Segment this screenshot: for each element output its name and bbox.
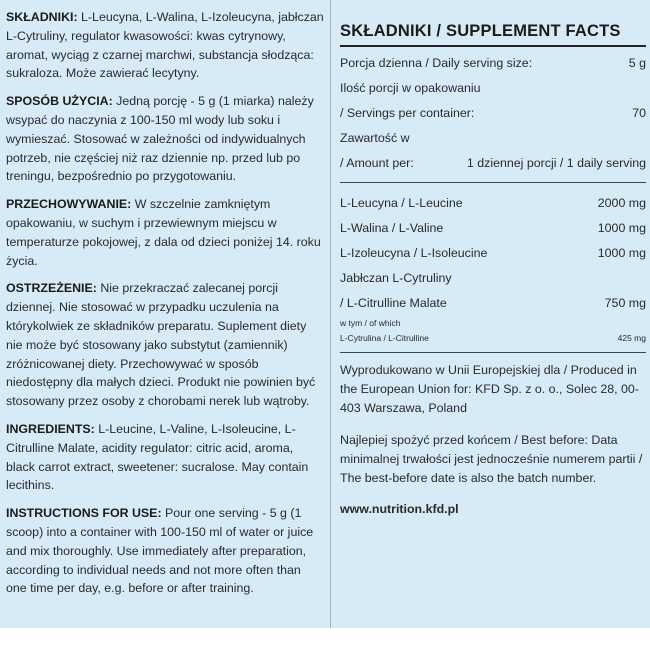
facts-rule bbox=[340, 182, 646, 183]
best-before-text: Najlepiej spożyć przed końcem / Best before: Data minimalnej trwałości jest jednocześnie numerem partii / The best-before date is also the batch number. bbox=[340, 433, 643, 485]
warning-pl: OSTRZEŻENIE: Nie przekraczać zalecanej porcji dziennej. Nie stosować w przypadku uczulenia na którykolwiek ze składników preparatu. Suplement diety nie może być stosowany jako substytut (zamiennik) zróżnicowanej diety. Przechowywać w sposób niedostępny dla małych dzieci. Produkt nie powinien być stosowany przez osoby z chorobami nerek lub wątroby. bbox=[6, 281, 316, 409]
nutrient-row: / L-Citrulline Malate 750 mg bbox=[340, 296, 646, 310]
serving-size-row: Porcja dzienna / Daily serving size: 5 g bbox=[340, 56, 646, 70]
servings-row: / Servings per container: 70 bbox=[340, 106, 646, 120]
malate-heading: Jabłczan L-Cytruliny bbox=[340, 271, 452, 285]
servings-heading: Ilość porcji w opakowaniu bbox=[340, 81, 481, 95]
ingredients-en: INGREDIENTS: L-Leucine, L-Valine, L-Isoleucine, L-Citrulline Malate, acidity regulator: citric acid, aroma, black carrot extract, sweetener: sucralose. May contain lecithins. bbox=[6, 421, 309, 493]
supplement-facts-panel bbox=[340, 14, 646, 516]
facts-rule bbox=[340, 352, 646, 353]
sub-nutrient-row: L-Cytrulina / L-Citrulline 425 mg bbox=[340, 333, 646, 343]
instructions-en: INSTRUCTIONS FOR USE: Pour one serving - 5 g (1 scoop) into a container with 100-150 ml of water or juice and mix thoroughly. Use immediately after preparation, according to individual needs and not more often than one time per day, e.g. before or after training. bbox=[6, 506, 314, 596]
origin-text: Wyprodukowano w Unii Europejskiej dla / Produced in the European Union for: KFD Sp. z o. o., Solec 28, 00-403 Warszawa, Poland bbox=[340, 363, 639, 415]
facts-rule bbox=[340, 45, 646, 47]
amount-heading: Zawartość w bbox=[340, 131, 410, 145]
usage-pl: SPOSÓB UŻYCIA: Jedną porcję - 5 g (1 miarka) należy wsypać do naczynia z 100-150 ml wody lub soku i wymieszać. Stosować w zależności od indywidualnych potrzeb, nie częściej niż raz dziennie np. przed lub po treningu, bezpośrednio po przygotowaniu. bbox=[6, 94, 314, 184]
facts-title: SKŁADNIKI / SUPPLEMENT FACTS bbox=[340, 22, 621, 40]
storage-pl: PRZECHOWYWANIE: W szczelnie zamkniętym opakowaniu, w suchym i przewiewnym miejscu w temperaturze pokojowej, z dala od dzieci poniżej 14. roku życia. bbox=[6, 197, 321, 268]
nutrient-row: L-Izoleucyna / L-Isoleucine 1000 mg bbox=[340, 246, 646, 260]
left-column bbox=[6, 8, 324, 607]
website-url: www.nutrition.kfd.pl bbox=[340, 501, 459, 516]
of-which-label: w tym / of which bbox=[340, 318, 401, 328]
nutrient-row: L-Leucyna / L-Leucine 2000 mg bbox=[340, 196, 646, 210]
column-divider bbox=[330, 0, 331, 628]
ingredients-pl: SKŁADNIKI: L-Leucyna, L-Walina, L-Izoleucyna, jabłczan L-Cytruliny, regulator kwasowości: kwas cytrynowy, aromat, wyciąg z czarnej marchwi, substancja słodząca: sukraloza. Może zawierać lecytyny. bbox=[6, 10, 324, 81]
amount-row: / Amount per: 1 dziennej porcji / 1 daily serving bbox=[340, 156, 646, 170]
nutrient-row: L-Walina / L-Valine 1000 mg bbox=[340, 221, 646, 235]
